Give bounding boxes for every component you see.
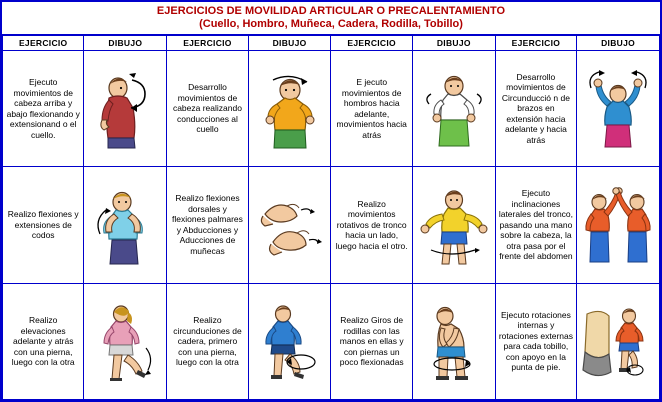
exercise-drawing bbox=[577, 167, 660, 283]
exercise-drawing bbox=[248, 167, 331, 283]
exercise-text: Realizo flexiones y extensiones de codos bbox=[3, 167, 84, 283]
trunk-rotation-figure bbox=[413, 184, 495, 266]
exercise-drawing bbox=[84, 167, 167, 283]
header-drawing-4: DIBUJO bbox=[577, 36, 660, 51]
page-title bbox=[2, 2, 660, 35]
exercise-drawing bbox=[577, 51, 660, 167]
header-exercise-3: EJERCICIO bbox=[331, 36, 412, 51]
elbow-flex-extend-figure bbox=[84, 184, 166, 266]
exercise-drawing bbox=[412, 283, 495, 399]
header-exercise-1: EJERCICIO bbox=[3, 36, 84, 51]
exercise-drawing bbox=[248, 283, 331, 399]
header-drawing-1: DIBUJO bbox=[84, 36, 167, 51]
leg-raise-figure bbox=[84, 300, 166, 382]
table-row bbox=[3, 283, 660, 399]
exercise-drawing bbox=[84, 51, 167, 167]
exercise-text: Realizo elevaciones adelante y atrás con una pierna, luego con la otra bbox=[3, 283, 84, 399]
table-row bbox=[3, 51, 660, 167]
header-drawing-2: DIBUJO bbox=[248, 36, 331, 51]
header-drawing-3: DIBUJO bbox=[412, 36, 495, 51]
exercise-text: Ejecuto inclinaciones laterales del tronco, pasando una mano sobre la cabeza, la otra pasa por el frente del abdomen bbox=[495, 167, 576, 283]
exercise-text: Desarrollo movimientos de cabeza realizando conducciones al cuello bbox=[167, 51, 248, 167]
exercise-text: Desarrollo movimientos de Circunducció n de brazos en extensión hacia adelante y hacia atrás bbox=[495, 51, 576, 167]
exercise-table bbox=[2, 35, 660, 400]
exercise-text: E jecuto movimientos de hombros hacia adelante, movimientos hacia atrás bbox=[331, 51, 412, 167]
exercise-text: Realizo flexiones dorsales y flexiones palmares y Abducciones y Aducciones de muñecas bbox=[167, 167, 248, 283]
arm-circumduction-figure bbox=[577, 68, 659, 150]
exercise-drawing bbox=[577, 283, 660, 399]
exercise-text: Realizo Giros de rodillas con las manos en ellas y con piernas un poco flexionadas bbox=[331, 283, 412, 399]
exercise-text: Realizo circunduciones de cadera, primero con una pierna, luego con la otra bbox=[167, 283, 248, 399]
exercise-drawing bbox=[412, 51, 495, 167]
ankle-rotation-figure bbox=[577, 300, 659, 382]
hip-circumduction-figure bbox=[249, 300, 331, 382]
neck-rotation-figure bbox=[249, 68, 331, 150]
header-exercise-4: EJERCICIO bbox=[495, 36, 576, 51]
knee-rotation-figure bbox=[413, 300, 495, 382]
page-title-line1: EJERCICIOS DE MOVILIDAD ARTICULAR O PRECALENTAMIENTO bbox=[156, 5, 506, 17]
exercise-drawing bbox=[412, 167, 495, 283]
header-exercise-2: EJERCICIO bbox=[167, 36, 248, 51]
exercise-text: Ejecuto movimientos de cabeza arriba y abajo flexionando y extensionand o el cuello. bbox=[3, 51, 84, 167]
page-title-line2: (Cuello, Hombro, Muñeca, Cadera, Rodilla, Tobillo) bbox=[199, 18, 463, 30]
exercise-text: Realizo movimientos rotativos de tronco hacia un lado, luego hacia el otro. bbox=[331, 167, 412, 283]
exercise-drawing bbox=[84, 283, 167, 399]
table-row bbox=[3, 167, 660, 283]
table-header-row bbox=[3, 36, 660, 51]
exercise-text: Ejecuto rotaciones internas y rotaciones externas para cada tobillo, con apoyo en la punta de pie. bbox=[495, 283, 576, 399]
wrist-flex-figure bbox=[249, 184, 331, 266]
exercise-drawing bbox=[248, 51, 331, 167]
lateral-trunk-bend-figure bbox=[577, 184, 659, 266]
shoulder-forward-back-figure bbox=[413, 68, 495, 150]
neck-flex-extend-figure bbox=[84, 68, 166, 150]
